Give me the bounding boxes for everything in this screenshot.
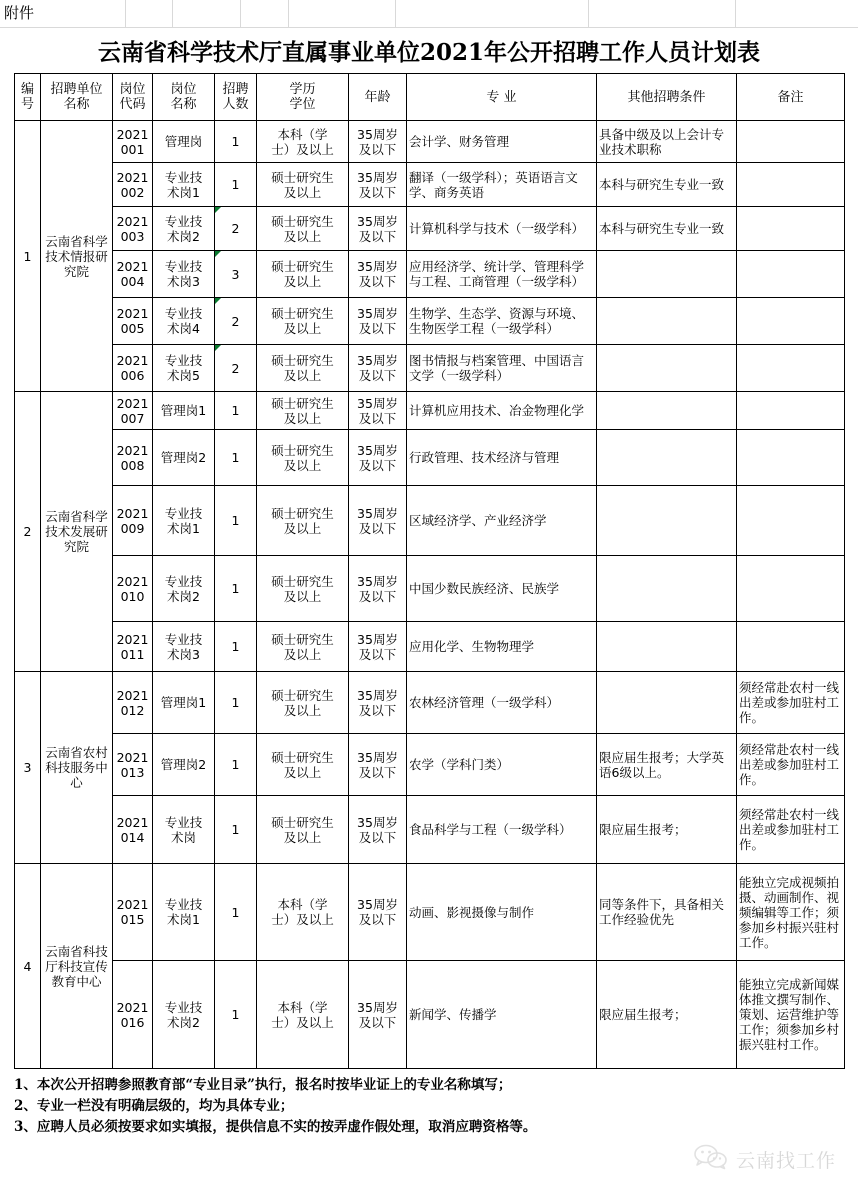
cell-headcount: 1 — [215, 486, 257, 556]
cell-headcount: 1 — [215, 163, 257, 207]
table-body — [15, 121, 845, 1069]
col-header-code-line2: 代码 — [119, 97, 146, 112]
cell-education: 硕士研究生 及以上 — [257, 345, 349, 392]
col-header-no — [15, 74, 41, 121]
cell-education: 硕士研究生 及以上 — [257, 392, 349, 430]
table-row — [15, 864, 845, 961]
cell-education: 硕士研究生 及以上 — [257, 298, 349, 345]
table-row — [15, 298, 845, 345]
cell-remark: 须经常赴农村一线出差或参加驻村工作。 — [737, 734, 845, 796]
cell-headcount: 1 — [215, 672, 257, 734]
col-header-no-line2: 号 — [20, 97, 34, 112]
cell-post-name: 专业技 术岗3 — [153, 251, 215, 298]
cell-age: 35周岁 及以下 — [349, 864, 407, 961]
cell-age: 35周岁 及以下 — [349, 961, 407, 1069]
table-row — [15, 734, 845, 796]
cell-post-code: 2021 015 — [113, 864, 153, 961]
cell-post-name: 专业技 术岗5 — [153, 345, 215, 392]
cell-other-conditions — [597, 392, 737, 430]
cell-age: 35周岁 及以下 — [349, 796, 407, 864]
cell-remark — [737, 622, 845, 672]
cell-other-conditions — [597, 486, 737, 556]
footer-note-3: 3、应聘人员必须按要求如实填报，提供信息不实的按弄虚作假处理，取消应聘资格等。 — [14, 1119, 537, 1135]
cell-education: 本科（学 士）及以上 — [257, 121, 349, 163]
cell-post-name: 专业技 术岗2 — [153, 207, 215, 251]
footer-note-1: 1、本次公开招聘参照教育部“专业目录”执行，报名时按毕业证上的专业名称填写； — [14, 1077, 512, 1093]
table-header — [15, 74, 845, 121]
cell-education: 硕士研究生 及以上 — [257, 163, 349, 207]
cell-post-name: 管理岗 — [153, 121, 215, 163]
cell-major: 应用经济学、统计学、管理科学与工程、工商管理（一级学科） — [407, 251, 597, 298]
col-header-no-line1: 编 — [20, 82, 34, 97]
grid-line — [735, 0, 736, 27]
cell-unit-name: 云南省科学技术情报研究院 — [41, 121, 113, 392]
cell-education: 本科（学 士）及以上 — [257, 864, 349, 961]
cell-other-conditions — [597, 298, 737, 345]
col-header-major: 专 业 — [407, 74, 597, 121]
col-header-post-line2: 名称 — [170, 97, 197, 112]
cell-education: 本科（学 士）及以上 — [257, 961, 349, 1069]
table-row — [15, 486, 845, 556]
col-header-unit-line1: 招聘单位 — [50, 82, 103, 97]
cell-remark — [737, 345, 845, 392]
cell-post-code: 2021 010 — [113, 556, 153, 622]
cell-headcount: 1 — [215, 622, 257, 672]
cell-post-code: 2021 003 — [113, 207, 153, 251]
page-title: 云南省科学技术厅直属事业单位2021年公开招聘工作人员计划表 — [97, 39, 760, 66]
cell-post-name: 专业技 术岗1 — [153, 864, 215, 961]
table-row — [15, 392, 845, 430]
cell-education: 硕士研究生 及以上 — [257, 556, 349, 622]
cell-remark — [737, 392, 845, 430]
cell-major: 计算机应用技术、冶金物理化学 — [407, 392, 597, 430]
table-row — [15, 121, 845, 163]
cell-age: 35周岁 及以下 — [349, 163, 407, 207]
cell-age: 35周岁 及以下 — [349, 392, 407, 430]
cell-post-code: 2021 013 — [113, 734, 153, 796]
col-header-num-line2: 人数 — [222, 97, 249, 112]
attachment-bar — [0, 0, 858, 28]
cell-post-code: 2021 009 — [113, 486, 153, 556]
cell-age: 35周岁 及以下 — [349, 672, 407, 734]
table-container — [0, 73, 858, 1069]
cell-age: 35周岁 及以下 — [349, 430, 407, 486]
wechat-icon — [694, 1144, 728, 1174]
cell-remark — [737, 298, 845, 345]
cell-remark — [737, 121, 845, 163]
col-header-code-line1: 岗位 — [119, 82, 146, 97]
cell-remark — [737, 556, 845, 622]
cell-major: 计算机科学与技术（一级学科） — [407, 207, 597, 251]
table-row — [15, 251, 845, 298]
table-row — [15, 672, 845, 734]
cell-other-conditions: 具备中级及以上会计专业技术职称 — [597, 121, 737, 163]
col-header-unit-line2: 名称 — [63, 97, 90, 112]
cell-other-conditions — [597, 672, 737, 734]
cell-major: 应用化学、生物物理学 — [407, 622, 597, 672]
col-header-code — [113, 74, 153, 121]
cell-other-conditions: 本科与研究生专业一致 — [597, 163, 737, 207]
cell-age: 35周岁 及以下 — [349, 121, 407, 163]
cell-major: 新闻学、传播学 — [407, 961, 597, 1069]
cell-post-code: 2021 007 — [113, 392, 153, 430]
col-header-num-line1: 招聘 — [222, 82, 249, 97]
cell-other-conditions — [597, 556, 737, 622]
table-row — [15, 622, 845, 672]
cell-major: 行政管理、技术经济与管理 — [407, 430, 597, 486]
cell-headcount: 3 — [215, 251, 257, 298]
cell-other-conditions: 限应届生报考；大学英语6级以上。 — [597, 734, 737, 796]
grid-line — [125, 0, 126, 27]
col-header-num — [215, 74, 257, 121]
cell-age: 35周岁 及以下 — [349, 734, 407, 796]
cell-headcount: 2 — [215, 345, 257, 392]
cell-headcount: 1 — [215, 121, 257, 163]
cell-other-conditions — [597, 345, 737, 392]
cell-major: 区域经济学、产业经济学 — [407, 486, 597, 556]
cell-major: 会计学、财务管理 — [407, 121, 597, 163]
watermark-text: 云南找工作 — [735, 1149, 836, 1172]
cell-other-conditions: 同等条件下，具备相关工作经验优先 — [597, 864, 737, 961]
cell-headcount: 1 — [215, 796, 257, 864]
col-header-post-line1: 岗位 — [170, 82, 197, 97]
cell-post-name: 专业技 术岗 — [153, 796, 215, 864]
cell-remark — [737, 163, 845, 207]
cell-group-no: 3 — [15, 672, 41, 864]
cell-post-code: 2021 002 — [113, 163, 153, 207]
cell-headcount: 1 — [215, 961, 257, 1069]
cell-unit-name: 云南省科技厅科技宣传教育中心 — [41, 864, 113, 1069]
cell-group-no: 1 — [15, 121, 41, 392]
col-header-age: 年龄 — [349, 74, 407, 121]
cell-other-conditions — [597, 430, 737, 486]
watermark — [694, 1144, 836, 1174]
cell-education: 硕士研究生 及以上 — [257, 796, 349, 864]
cell-headcount: 1 — [215, 392, 257, 430]
cell-post-code: 2021 004 — [113, 251, 153, 298]
cell-age: 35周岁 及以下 — [349, 622, 407, 672]
cell-post-name: 管理岗2 — [153, 430, 215, 486]
cell-education: 硕士研究生 及以上 — [257, 486, 349, 556]
header-row — [15, 74, 845, 121]
cell-major: 生物学、生态学、资源与环境、生物医学工程（一级学科） — [407, 298, 597, 345]
title-container — [0, 28, 858, 73]
grid-line — [240, 0, 241, 27]
cell-remark: 能独立完成视频拍摄、动画制作、视频编辑等工作；须参加乡村振兴驻村工作。 — [737, 864, 845, 961]
cell-post-name: 专业技 术岗1 — [153, 163, 215, 207]
cell-age: 35周岁 及以下 — [349, 298, 407, 345]
grid-line — [288, 0, 289, 27]
cell-age: 35周岁 及以下 — [349, 251, 407, 298]
cell-post-name: 管理岗1 — [153, 392, 215, 430]
col-header-edu-line1: 学历 — [289, 82, 316, 97]
cell-other-conditions: 限应届生报考； — [597, 796, 737, 864]
cell-major: 动画、影视摄像与制作 — [407, 864, 597, 961]
cell-major: 农林经济管理（一级学科） — [407, 672, 597, 734]
cell-unit-name: 云南省科学技术发展研究院 — [41, 392, 113, 672]
col-header-remark: 备注 — [737, 74, 845, 121]
cell-age: 35周岁 及以下 — [349, 207, 407, 251]
cell-post-name: 专业技 术岗1 — [153, 486, 215, 556]
cell-major: 翻译（一级学科）；英语语言文学、商务英语 — [407, 163, 597, 207]
cell-post-code: 2021 014 — [113, 796, 153, 864]
cell-group-no: 4 — [15, 864, 41, 1069]
cell-headcount: 1 — [215, 430, 257, 486]
col-header-other-conditions: 其他招聘条件 — [597, 74, 737, 121]
cell-age: 35周岁 及以下 — [349, 486, 407, 556]
cell-post-name: 专业技 术岗2 — [153, 961, 215, 1069]
cell-remark — [737, 207, 845, 251]
table-row — [15, 163, 845, 207]
grid-line — [172, 0, 173, 27]
col-header-post — [153, 74, 215, 121]
cell-post-code: 2021 016 — [113, 961, 153, 1069]
table-row — [15, 430, 845, 486]
footer-notes — [14, 1075, 844, 1138]
cell-post-code: 2021 008 — [113, 430, 153, 486]
col-header-unit — [41, 74, 113, 121]
attachment-label: 附件 — [4, 4, 35, 22]
grid-line — [395, 0, 396, 27]
cell-headcount: 2 — [215, 207, 257, 251]
cell-other-conditions — [597, 251, 737, 298]
cell-other-conditions — [597, 622, 737, 672]
cell-remark: 须经常赴农村一线出差或参加驻村工作。 — [737, 672, 845, 734]
cell-headcount: 1 — [215, 556, 257, 622]
cell-post-name: 专业技 术岗2 — [153, 556, 215, 622]
table-row — [15, 796, 845, 864]
col-header-education — [257, 74, 349, 121]
cell-post-code: 2021 005 — [113, 298, 153, 345]
cell-other-conditions: 本科与研究生专业一致 — [597, 207, 737, 251]
table-row — [15, 961, 845, 1069]
cell-education: 硕士研究生 及以上 — [257, 251, 349, 298]
cell-major: 图书情报与档案管理、中国语言文学（一级学科） — [407, 345, 597, 392]
cell-remark: 须经常赴农村一线出差或参加驻村工作。 — [737, 796, 845, 864]
cell-post-code: 2021 012 — [113, 672, 153, 734]
cell-headcount: 2 — [215, 298, 257, 345]
cell-major: 食品科学与工程（一级学科） — [407, 796, 597, 864]
table-row — [15, 207, 845, 251]
cell-other-conditions: 限应届生报考； — [597, 961, 737, 1069]
grid-line — [588, 0, 589, 27]
footer-note-2: 2、专业一栏没有明确层级的，均为具体专业； — [14, 1098, 294, 1114]
table-row — [15, 345, 845, 392]
cell-major: 中国少数民族经济、民族学 — [407, 556, 597, 622]
table-row — [15, 556, 845, 622]
cell-unit-name: 云南省农村科技服务中心 — [41, 672, 113, 864]
cell-remark — [737, 251, 845, 298]
col-header-edu-line2: 学位 — [289, 97, 316, 112]
cell-age: 35周岁 及以下 — [349, 345, 407, 392]
cell-education: 硕士研究生 及以上 — [257, 622, 349, 672]
cell-headcount: 1 — [215, 734, 257, 796]
cell-remark — [737, 430, 845, 486]
cell-post-code: 2021 006 — [113, 345, 153, 392]
cell-post-code: 2021 001 — [113, 121, 153, 163]
cell-remark — [737, 486, 845, 556]
cell-post-code: 2021 011 — [113, 622, 153, 672]
cell-major: 农学（学科门类） — [407, 734, 597, 796]
cell-education: 硕士研究生 及以上 — [257, 430, 349, 486]
cell-education: 硕士研究生 及以上 — [257, 207, 349, 251]
cell-age: 35周岁 及以下 — [349, 556, 407, 622]
cell-post-name: 专业技 术岗4 — [153, 298, 215, 345]
cell-education: 硕士研究生 及以上 — [257, 672, 349, 734]
cell-education: 硕士研究生 及以上 — [257, 734, 349, 796]
cell-post-name: 专业技 术岗3 — [153, 622, 215, 672]
cell-group-no: 2 — [15, 392, 41, 672]
cell-headcount: 1 — [215, 864, 257, 961]
cell-post-name: 管理岗2 — [153, 734, 215, 796]
cell-post-name: 管理岗1 — [153, 672, 215, 734]
cell-remark: 能独立完成新闻媒体推文撰写制作、策划、运营维护等工作；须参加乡村振兴驻村工作。 — [737, 961, 845, 1069]
recruitment-plan-table — [14, 73, 845, 1069]
